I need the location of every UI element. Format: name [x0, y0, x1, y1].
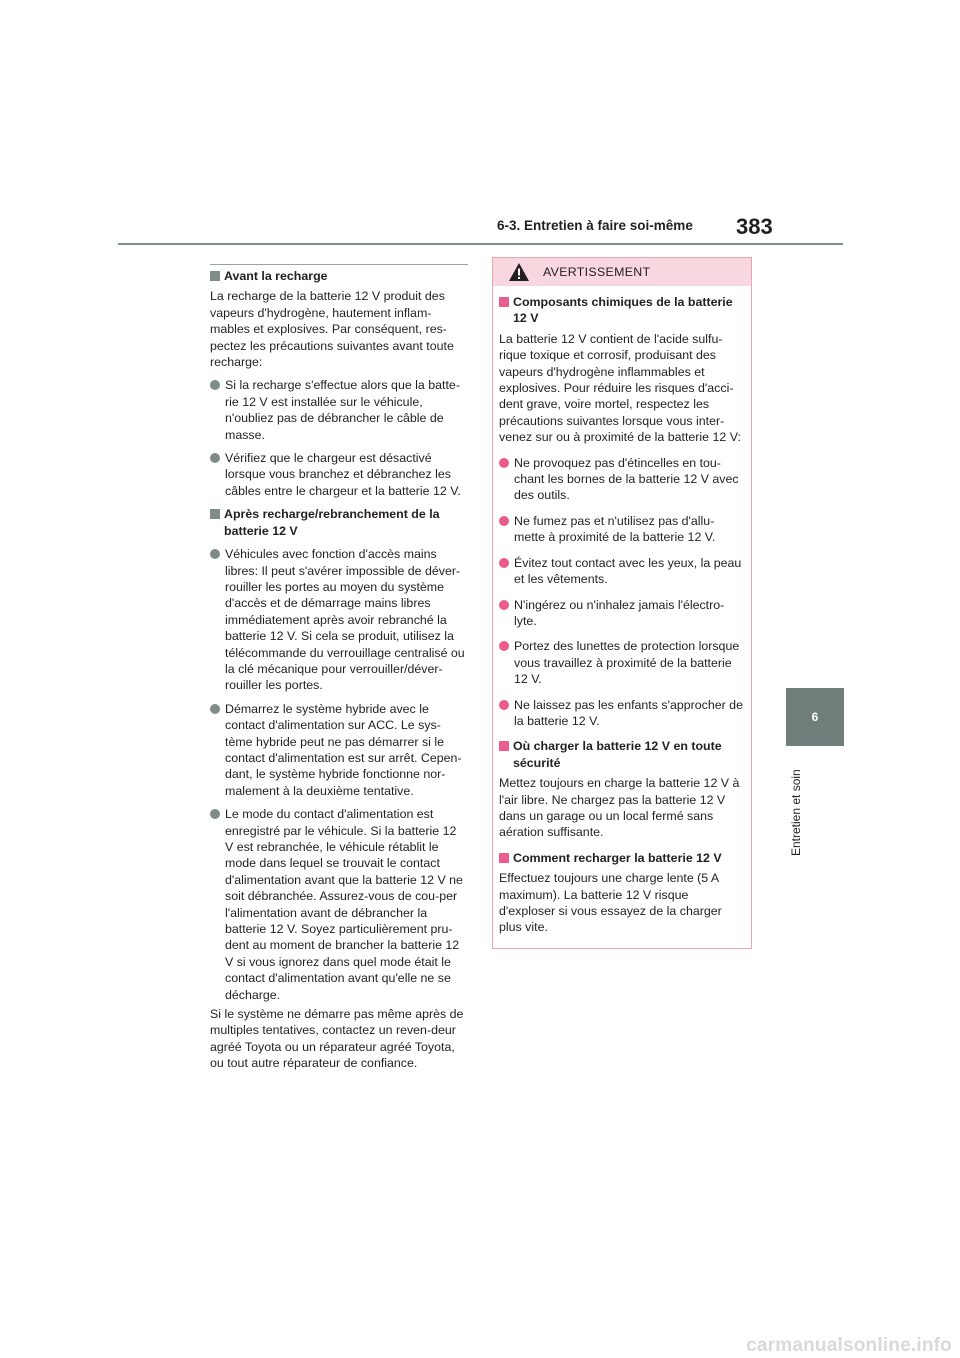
- round-bullet-icon: [499, 700, 509, 710]
- warning-triangle-icon: [508, 262, 530, 282]
- paragraph: Mettez toujours en charge la batterie 12 V à l'air libre. Ne chargez pas la batterie 12 V dans un garage ou un local fermé sans aération suffisante.: [499, 776, 740, 840]
- square-bullet-icon: [499, 741, 509, 751]
- square-bullet-icon: [210, 509, 220, 519]
- list-item: Démarrez le système hybride avec le contact d'alimentation sur ACC. Le sys-tème hybride peut ne pas démarrer si le contact d'alimentation est sur arrêt. Cepen-dant, le système hybride fonctionne nor-malement à la deuxième tentative.: [210, 701, 468, 799]
- list-item: Vérifiez que le chargeur est désactivé lorsque vous branchez et débranchez les câbles entre le chargeur et la batterie 12 V.: [210, 450, 468, 499]
- chapter-tab: 6: [786, 688, 844, 746]
- list-item: Le mode du contact d'alimentation est enregistré par le véhicule. Si la batterie 12 V est rebranchée, le véhicule rétablit le mode dans lequel se trouvait le contact d'alimentation avant que la batterie 12 V ne soit débranchée. Assurez-vous de cou-per l'alimentation avant de débrancher la batterie 12 V. Soyez particulièrement pru-dent au moment de brancher la batterie 12 V si vous ignorez dans quel mode était le contact d'alimentation avant qu'elle ne se décharge.: [210, 806, 468, 1003]
- round-bullet-icon: [499, 516, 509, 526]
- round-bullet-icon: [499, 458, 509, 468]
- square-bullet-icon: [499, 297, 509, 307]
- heading-composants: Composants chimiques de la batterie 12 V: [499, 294, 745, 327]
- section-title: 6-3. Entretien à faire soi-même: [497, 218, 693, 233]
- watermark-text: carmanualsonline.info: [746, 1335, 952, 1356]
- header-divider: [118, 243, 843, 245]
- list-item: Évitez tout contact avec les yeux, la peau et les vêtements.: [499, 555, 745, 588]
- round-bullet-icon: [210, 809, 220, 819]
- list-item: Véhicules avec fonction d'accès mains libres: Il peut s'avérer impossible de déver-rouiller les portes au moyen du système d'accès et de démarrage mains libres immédiatement après avoir rebranché la batterie 12 V. Si cela se produit, utilisez la télécommande du verrouillage centralisé ou la clé mécanique pour verrouiller/déver-rouiller les portes.: [210, 546, 468, 694]
- round-bullet-icon: [499, 600, 509, 610]
- list-item: N'ingérez ou n'inhalez jamais l'électro-lyte.: [499, 597, 745, 630]
- heading-avant-recharge: Avant la recharge: [210, 268, 468, 284]
- round-bullet-icon: [499, 641, 509, 651]
- round-bullet-icon: [210, 549, 220, 559]
- watermark: [0, 1333, 960, 1358]
- heading-apres-recharge: Après recharge/rebranchement de la batterie 12 V: [210, 506, 468, 539]
- round-bullet-icon: [210, 704, 220, 714]
- warning-title: AVERTISSEMENT: [543, 265, 651, 279]
- paragraph: La batterie 12 V contient de l'acide sulfu-rique toxique et corrosif, produisant des vapeurs d'hydrogène inflammables et explosives. Pour réduire les risques d'acci-dent grave, voire mortel, respectez les précautions suivantes lorsque vous inter-venez sur ou à proximité de la batterie 12 V:: [499, 331, 741, 445]
- square-bullet-icon: [210, 271, 220, 281]
- paragraph: Si le système ne démarre pas même après de multiples tentatives, contactez un reven-deur agréé Toyota ou un réparateur agréé Toyota, ou tout autre réparateur de confiance.: [210, 1007, 464, 1071]
- square-bullet-icon: [499, 853, 509, 863]
- heading-comment-recharger: Comment recharger la batterie 12 V: [499, 850, 745, 866]
- list-item: Ne fumez pas et n'utilisez pas d'allu-mette à proximité de la batterie 12 V.: [499, 513, 745, 546]
- warning-box: [492, 257, 752, 949]
- paragraph: La recharge de la batterie 12 V produit des vapeurs d'hydrogène, hautement inflam-mables et explosives. Par conséquent, res-pectez les précautions suivantes avant toute recharge:: [210, 289, 454, 370]
- paragraph: Effectuez toujours une charge lente (5 A maximum). La batterie 12 V risque d'exploser si vous essayez de la charger plus vite.: [499, 871, 722, 935]
- chapter-label-text: Entretien et soin: [789, 769, 803, 856]
- list-item: Portez des lunettes de protection lorsque vous travaillez à proximité de la batterie 12 V.: [499, 638, 745, 687]
- warning-header: [493, 258, 751, 286]
- heading-ou-charger: Où charger la batterie 12 V en toute sécurité: [499, 738, 745, 771]
- round-bullet-icon: [210, 453, 220, 463]
- chapter-label: [787, 760, 807, 860]
- warning-body: [493, 286, 751, 936]
- list-item: Si la recharge s'effectue alors que la batte-rie 12 V est installée sur le véhicule, n'oubliez pas de débrancher le câble de masse.: [210, 377, 468, 443]
- round-bullet-icon: [210, 380, 220, 390]
- page-number: 383: [736, 214, 773, 239]
- round-bullet-icon: [499, 558, 509, 568]
- list-item: Ne provoquez pas d'étincelles en tou-chant les bornes de la batterie 12 V avec des outils.: [499, 455, 745, 504]
- list-item: Ne laissez pas les enfants s'approcher de la batterie 12 V.: [499, 697, 745, 730]
- left-column: [210, 262, 468, 1072]
